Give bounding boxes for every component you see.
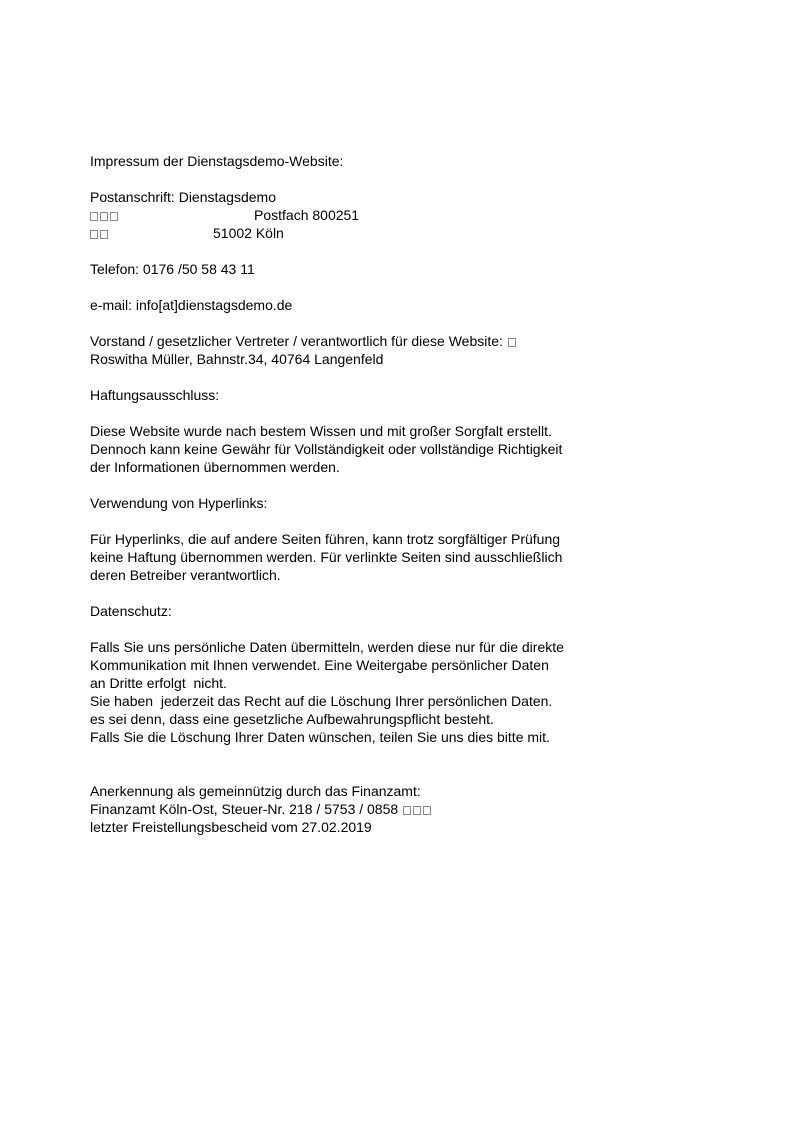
hyperlinks-line: deren Betreiber verantwortlich. — [90, 567, 281, 583]
placeholder-glyph-icon — [100, 230, 108, 239]
placeholder-glyph-icon — [403, 806, 411, 815]
address-line-3 — [90, 224, 730, 242]
address-line-2 — [90, 206, 730, 224]
placeholder-glyph-icon — [413, 806, 421, 815]
address-line-1: Postanschrift: Dienstagsdemo — [90, 189, 276, 205]
email-line: e-mail: info[at]dienstagsdemo.de — [90, 297, 293, 313]
charity-line-2 — [90, 800, 730, 818]
disclaimer-heading: Haftungsausschluss: — [90, 387, 220, 403]
hyperlinks-heading: Verwendung von Hyperlinks: — [90, 495, 268, 511]
tax-number: Finanzamt Köln-Ost, Steuer-Nr. 218 / 5753 / 0858 — [90, 801, 399, 817]
page-title: Impressum der Dienstagsdemo-Website: — [90, 153, 344, 169]
privacy-line: Sie haben jederzeit das Recht auf die Löschung Ihrer persönlichen Daten. — [90, 693, 553, 709]
hyperlinks-line: keine Haftung übernommen werden. Für verlinkte Seiten sind ausschließlich — [90, 549, 563, 565]
privacy-line: an Dritte erfolgt nicht. — [90, 675, 227, 691]
phone-line: Telefon: 0176 /50 58 43 11 — [90, 261, 255, 277]
imprint-document — [90, 152, 730, 836]
placeholder-glyph-icon — [90, 212, 98, 221]
placeholder-glyph-icon — [100, 212, 108, 221]
disclaimer-line: Dennoch kann keine Gewähr für Vollständigkeit oder vollständige Richtigkeit — [90, 441, 563, 457]
disclaimer-line: Diese Website wurde nach bestem Wissen und mit großer Sorgfalt erstellt. — [90, 423, 552, 439]
privacy-line: Falls Sie die Löschung Ihrer Daten wünschen, teilen Sie uns dies bitte mit. — [90, 729, 550, 745]
placeholder-glyph-icon — [508, 338, 516, 347]
privacy-line: es sei denn, dass eine gesetzliche Aufbewahrungspflicht besteht. — [90, 711, 494, 727]
hyperlinks-line: Für Hyperlinks, die auf andere Seiten führen, kann trotz sorgfältiger Prüfung — [90, 531, 561, 547]
disclaimer-line: der Informationen übernommen werden. — [90, 459, 340, 475]
placeholder-glyph-icon — [423, 806, 431, 815]
privacy-line: Falls Sie uns persönliche Daten übermitteln, werden diese nur für die direkte — [90, 639, 564, 655]
address-postbox: Postfach 800251 — [254, 207, 360, 223]
privacy-heading: Datenschutz: — [90, 603, 172, 619]
responsible-label-line — [90, 332, 730, 350]
address-city: 51002 Köln — [213, 225, 284, 241]
responsible-label: Vorstand / gesetzlicher Vertreter / verantwortlich für diese Website: — [90, 333, 503, 349]
placeholder-glyph-icon — [90, 230, 98, 239]
privacy-line: Kommunikation mit Ihnen verwendet. Eine Weitergabe persönlicher Daten — [90, 657, 549, 673]
responsible-name: Roswitha Müller, Bahnstr.34, 40764 Langenfeld — [90, 351, 384, 367]
charity-line-1: Anerkennung als gemeinnützig durch das Finanzamt: — [90, 783, 421, 799]
charity-line-3: letzter Freistellungsbescheid vom 27.02.2019 — [90, 819, 372, 835]
placeholder-glyph-icon — [110, 212, 118, 221]
